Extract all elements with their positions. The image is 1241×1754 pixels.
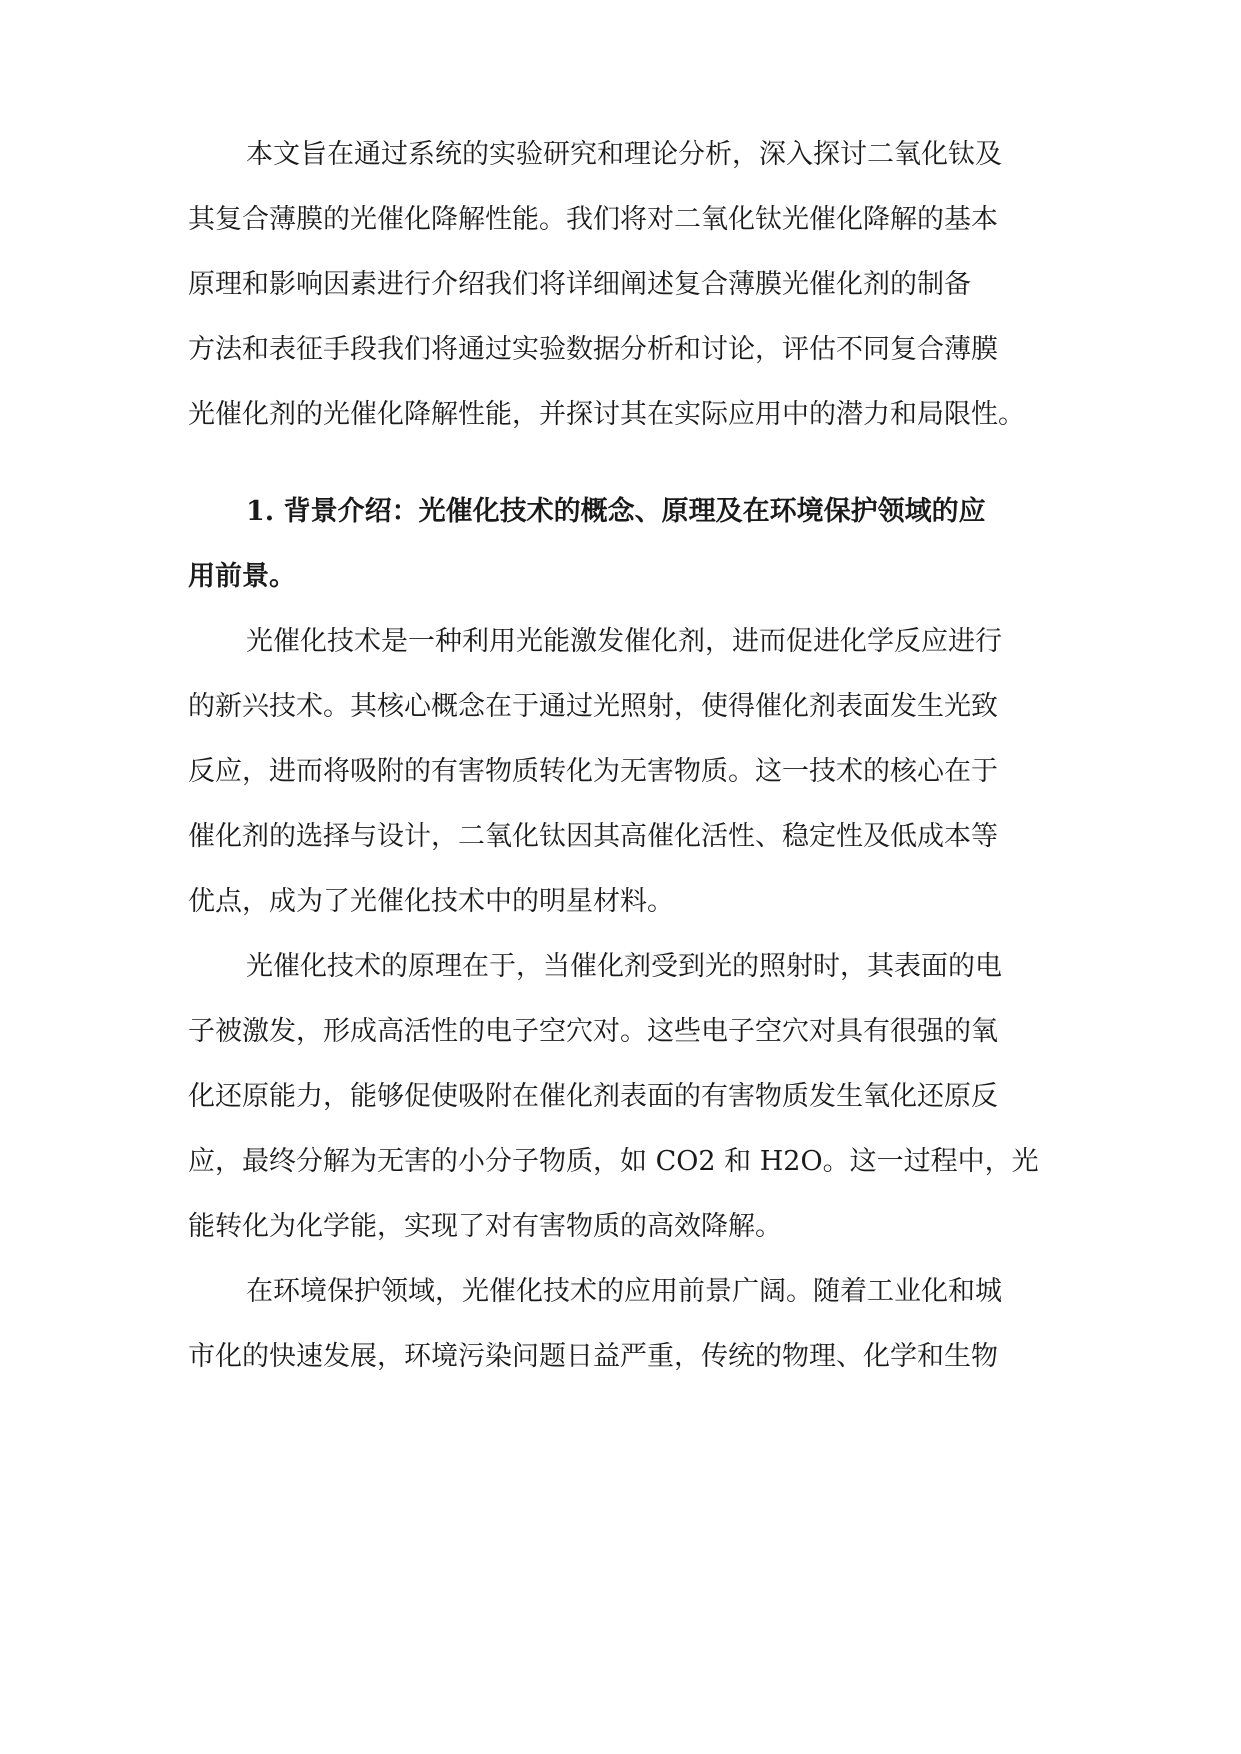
para1-line-1: 光催化技术是一种利用光能激发催化剂，进而促进化学反应进行 <box>246 626 1002 657</box>
section-heading-line-2: 用前景。 <box>188 561 296 592</box>
para2-line-5: 能转化为化学能，实现了对有害物质的高效降解。 <box>188 1211 782 1242</box>
intro-line-5: 光催化剂的光催化降解性能，并探讨其在实际应用中的潜力和局限性。 <box>188 399 1025 430</box>
para1-line-2: 的新兴技术。其核心概念在于通过光照射，使得催化剂表面发生光致 <box>188 691 998 722</box>
intro-line-4: 方法和表征手段我们将通过实验数据分析和讨论，评估不同复合薄膜 <box>188 334 998 365</box>
intro-line-1: 本文旨在通过系统的实验研究和理论分析，深入探讨二氧化钛及 <box>246 139 1002 170</box>
para1-line-3: 反应，进而将吸附的有害物质转化为无害物质。这一技术的核心在于 <box>188 756 998 787</box>
para2-line-4: 应，最终分解为无害的小分子物质，如 CO2 和 H2O。这一过程中，光 <box>188 1146 1039 1177</box>
intro-line-3: 原理和影响因素进行介绍我们将详细阐述复合薄膜光催化剂的制备 <box>188 269 971 300</box>
para1-line-5: 优点，成为了光催化技术中的明星材料。 <box>188 886 674 917</box>
para3-line-1: 在环境保护领域，光催化技术的应用前景广阔。随着工业化和城 <box>246 1276 1002 1307</box>
intro-line-2: 其复合薄膜的光催化降解性能。我们将对二氧化钛光催化降解的基本 <box>188 204 998 235</box>
para3-line-2: 市化的快速发展，环境污染问题日益严重，传统的物理、化学和生物 <box>188 1341 998 1372</box>
para2-line-2: 子被激发，形成高活性的电子空穴对。这些电子空穴对具有很强的氧 <box>188 1016 998 1047</box>
para2-line-3: 化还原能力，能够促使吸附在催化剂表面的有害物质发生氧化还原反 <box>188 1081 998 1112</box>
para1-line-4: 催化剂的选择与设计，二氧化钛因其高催化活性、稳定性及低成本等 <box>188 821 998 852</box>
section-heading-line-1: 1. 背景介绍：光催化技术的概念、原理及在环境保护领域的应 <box>246 496 986 527</box>
para2-line-1: 光催化技术的原理在于，当催化剂受到光的照射时，其表面的电 <box>246 951 1002 982</box>
